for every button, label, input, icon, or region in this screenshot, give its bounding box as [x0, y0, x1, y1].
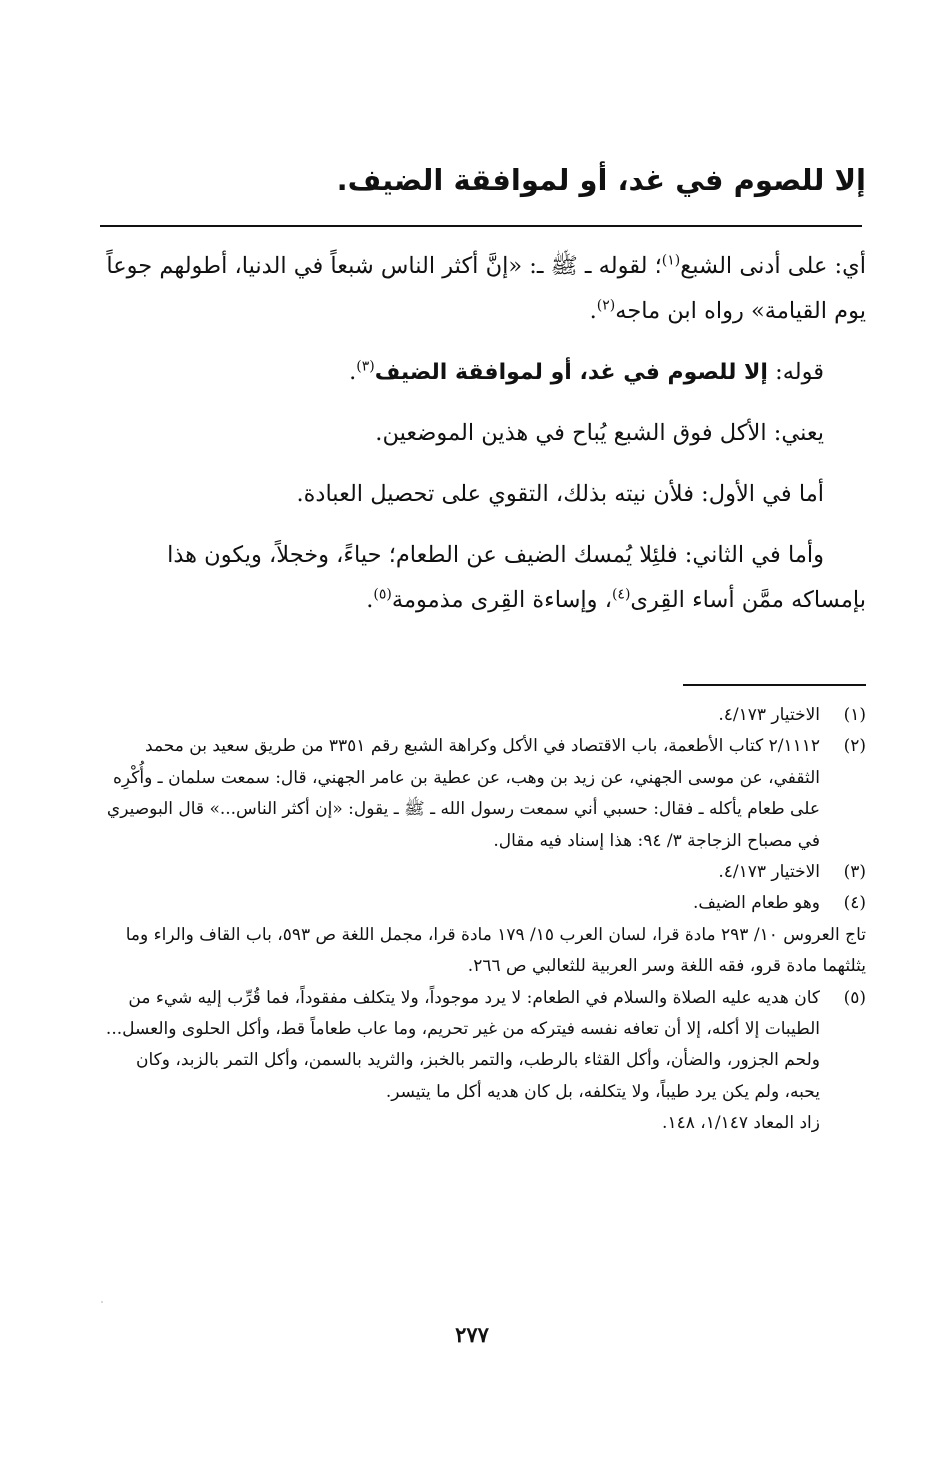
- paragraph-5-text-b: ، وإساءة القِرى مذمومة: [391, 587, 612, 613]
- footnote-divider: [683, 684, 866, 686]
- paragraph-5: [96, 533, 866, 623]
- page-header-title: إلا للصوم في غد، أو لموافقة الضيف.: [336, 163, 866, 197]
- footnote-4: [98, 888, 866, 919]
- footnote-4-continuation: [98, 920, 866, 983]
- footnote-indent-spacer: [820, 1108, 866, 1139]
- footnotes: [98, 700, 866, 1140]
- footnote-ref-3: (٣): [356, 358, 375, 375]
- paragraph-2: [96, 350, 866, 395]
- footnote-2: [98, 731, 866, 857]
- footnote-text: ٢/١١١٢ كتاب الأطعمة، باب الاقتصاد في الأكل وكراهة الشبع رقم ٣٣٥١ من طريق سعيد بن محمد الثقفي، عن موسى الجهني، عن زيد بن وهب، عن عطية بن عامر الجهني، قال: سمعت سلمان ـ وأُكْرِه على طعام يأكله ـ فقال: حسبي أني سمعت رسول الله ـ ﷺ ـ يقول: «إن أكثر الناس...» قال البوصيري في مصباح الزجاجة ٣/ ٩٤: هذا إسناد فيه مقال.: [106, 736, 820, 851]
- footnote-text: وهو طعام الضيف.: [693, 893, 820, 914]
- footnote-ref-4: (٤): [611, 586, 631, 603]
- paragraph-2-end: .: [349, 359, 357, 385]
- footnote-5-continuation: [98, 1108, 866, 1139]
- footnote-1: [98, 700, 866, 731]
- footnote-text: كان هديه عليه الصلاة والسلام في الطعام: لا يرد موجوداً، ولا يتكلف مفقوداً، فما قُرِّب إليه شيء من الطيبات إلا أكله، إلا أن تعافه نفسه فيتركه من غير تحريم، وما عاب طعاماً قط، وأكل الحلوى والعسل... ولحم الجزور، والضأن، وأكل القثاء بالرطب، والتمر بالخبز، والثريد بالسمن، وأكل التمر بالزبد، وكان يحبه، ولم يكن يرد طيباً، ولا يتكلفه، بل كان هديه أكل ما يتيسر.: [105, 987, 820, 1102]
- header-divider: [100, 225, 862, 227]
- paragraph-3: يعني: الأكل فوق الشبع يُباح في هذين الموضعين.: [375, 420, 824, 446]
- footnote-text: تاج العروس ١٠/ ٢٩٣ مادة قرا، لسان العرب ١٥/ ١٧٩ مادة قرا، مجمل اللغة ص ٥٩٣، باب القاف والراء وما يثلثهما مادة قرو، فقه اللغة وسر العربية للثعالبي ص ٢٦٦.: [125, 924, 866, 977]
- footnote-number: (٢): [843, 736, 866, 757]
- paragraph-2-lead: قوله:: [767, 359, 824, 385]
- footnote-5: [98, 983, 866, 1109]
- paragraph-5-text-c: .: [366, 587, 374, 613]
- paragraph-1-text-c: .: [589, 298, 597, 324]
- scan-speck: [101, 1301, 103, 1303]
- footnote-text: الاختيار ٤/١٧٣.: [718, 705, 820, 725]
- main-text: [96, 244, 866, 623]
- paragraph-4: أما في الأول: فلأن نيته بذلك، التقوي على تحصيل العبادة.: [296, 481, 824, 507]
- footnote-text: زاد المعاد ١/١٤٧، ١٤٨.: [662, 1113, 820, 1134]
- footnote-text: الاختيار ٤/١٧٣.: [718, 862, 820, 883]
- paragraph-1: [96, 244, 866, 334]
- footnote-3: [98, 857, 866, 888]
- paragraph-1-text-b: ؛ لقوله ـ ﷺ ـ: «إنَّ أكثر الناس شبعاً في الدنيا، أطولهم جوعاً يوم القيامة» رواه ابن ماجه: [106, 253, 866, 324]
- page-number: ٢٧٧: [455, 1322, 489, 1347]
- footnote-ref-5: (٥): [373, 586, 392, 603]
- footnote-ref-1: (١): [661, 252, 681, 269]
- footnote-number: (٣): [843, 862, 866, 883]
- paragraph-1-text-a: أي: على أدنى الشبع: [680, 253, 866, 279]
- footnote-number: (٤): [843, 893, 866, 914]
- footnote-number: (١): [843, 705, 866, 725]
- paragraph-5-text-a: وأما في الثاني: فلئِلا يُمسك الضيف عن الطعام؛ حياءً، وخجلاً، ويكون هذا بإمساكه ممَّن أساء القِرى: [167, 542, 866, 613]
- footnote-ref-2: (٢): [596, 297, 616, 314]
- matn-quote: إلا للصوم في غد، أو لموافقة الضيف: [374, 360, 768, 385]
- footnote-number: (٥): [843, 987, 866, 1008]
